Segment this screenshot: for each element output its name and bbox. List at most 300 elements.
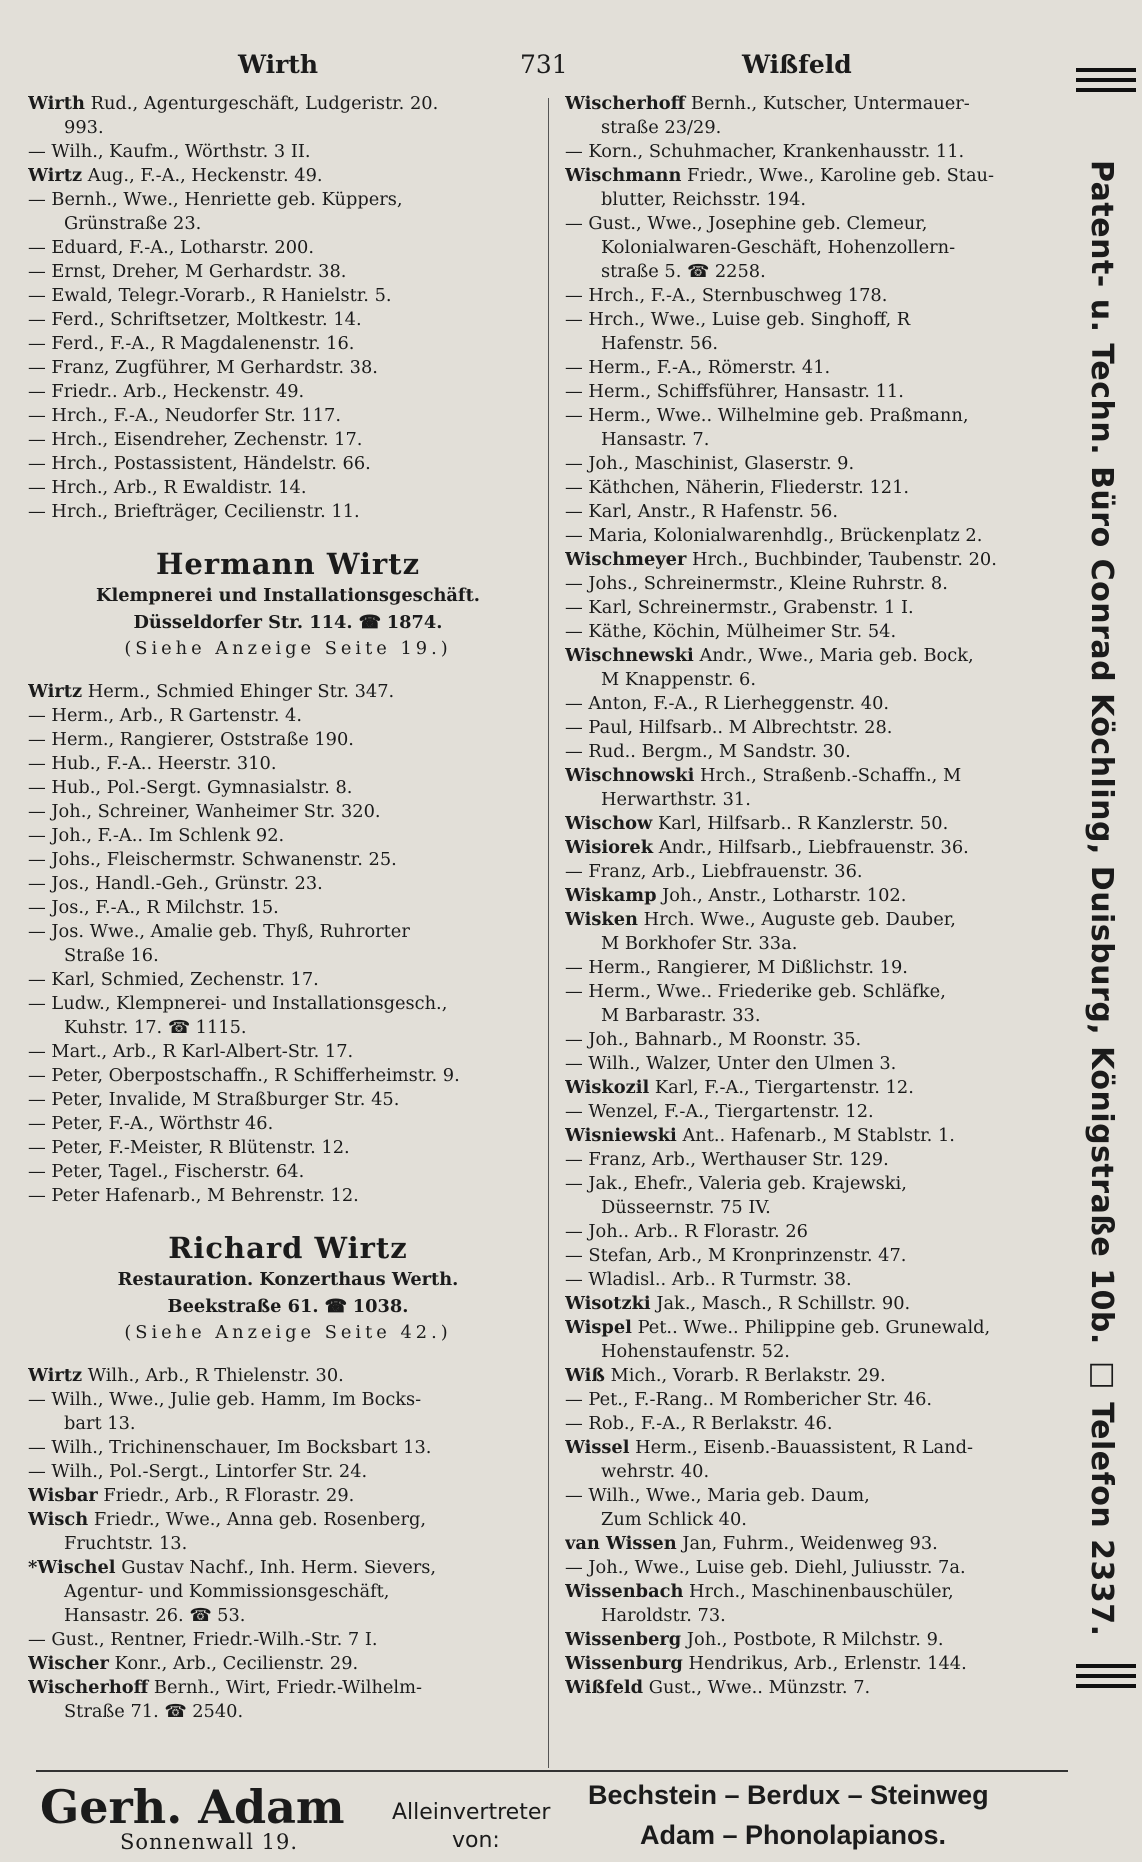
entry-text: Konr., Arb., Cecilienstr. 29. (114, 1653, 359, 1674)
directory-entry (565, 860, 1065, 884)
left-entries-1 (28, 92, 548, 524)
entry-text: Gustav Nachf., Inh. Herm. Sievers, (121, 1557, 437, 1578)
directory-entry (28, 1460, 548, 1484)
directory-entry (28, 992, 548, 1016)
entry-surname: Wirtz (28, 165, 83, 186)
entry-text: Straße 71. ☎ 2540. (64, 1701, 244, 1722)
entry-text: — Peter, F.-A., Wörthstr 46. (28, 1113, 274, 1134)
entry-text: blutter, Reichsstr. 194. (601, 189, 807, 210)
directory-entry (28, 896, 548, 920)
entry-surname: Wischmann (565, 165, 682, 186)
entry-text: — Hub., F.-A.. Heerstr. 310. (28, 753, 277, 774)
directory-entry (565, 788, 1065, 812)
directory-entry (565, 284, 1065, 308)
entry-text: — Karl, Schmied, Zechenstr. 17. (28, 969, 319, 990)
directory-entry (565, 1268, 1065, 1292)
directory-entry (565, 1364, 1065, 1388)
entry-text: — Joh., Bahnarb., M Roonstr. 35. (565, 1029, 862, 1050)
advert-name: Hermann Wirtz (155, 547, 421, 581)
entry-text: — Wilh., Kaufm., Wörthstr. 3 II. (28, 141, 311, 162)
entry-text: — Gust., Wwe., Josephine geb. Clemeur, (565, 213, 928, 234)
entry-text: — Peter, Invalide, M Straßburger Str. 45. (28, 1089, 400, 1110)
directory-entry (28, 1184, 548, 1208)
directory-entry (28, 752, 548, 776)
entry-text: — Franz, Arb., Werthauser Str. 129. (565, 1149, 889, 1170)
entry-surname: Wisken (565, 909, 638, 930)
entry-text: Hohenstaufenstr. 52. (601, 1341, 790, 1362)
left-entries-3 (28, 1364, 548, 1724)
sidebar-rule (1076, 1684, 1136, 1688)
entry-text: — Joh., Maschinist, Glaserstr. 9. (565, 453, 855, 474)
sidebar-advert (1070, 68, 1142, 1768)
directory-entry (565, 356, 1065, 380)
entry-text: — Ernst, Dreher, M Gerhardstr. 38. (28, 261, 347, 282)
entry-text: M Borkhofer Str. 33a. (601, 933, 798, 954)
footer-piano-brands-2: Adam – Phonolapianos. (640, 1820, 947, 1850)
directory-entry (28, 1436, 548, 1460)
directory-entry (28, 1136, 548, 1160)
entry-text: Rud., Agenturgeschäft, Ludgeristr. 20. (90, 93, 439, 114)
footer-advert (0, 1770, 1142, 1862)
entry-text: — Hrch., Eisendreher, Zechenstr. 17. (28, 429, 363, 450)
entry-text: — Korn., Schuhmacher, Krankenhausstr. 11. (565, 141, 965, 162)
entry-text: — Rud.. Bergm., M Sandstr. 30. (565, 741, 851, 762)
footer-sole-agent: Alleinvertreter (392, 1800, 551, 1825)
footer-von: von: (452, 1828, 500, 1853)
entry-text: — Ludw., Klempnerei- und Installationsgesch., (28, 993, 448, 1014)
entry-text: Haroldstr. 73. (601, 1605, 726, 1626)
advert-richard-wirtz (28, 1230, 548, 1346)
directory-entry (28, 500, 548, 524)
advert-line: Restauration. Konzerthaus Werth. (117, 1269, 459, 1290)
entry-text: Joh., Anstr., Lotharstr. 102. (662, 885, 907, 906)
entry-surname: Wisch (28, 1509, 89, 1530)
directory-entry (28, 140, 548, 164)
footer-brand: Gerh. Adam (40, 1780, 345, 1834)
directory-entry (565, 1004, 1065, 1028)
entry-text: Bernh., Kutscher, Untermauer- (690, 93, 970, 114)
directory-entry (565, 1652, 1065, 1676)
entry-text: — Ewald, Telegr.-Vorarb., R Hanielstr. 5. (28, 285, 392, 306)
entry-surname: Wischnowski (565, 765, 695, 786)
entry-text: — Joh.. Arb.. R Florastr. 26 (565, 1221, 808, 1242)
directory-entry (28, 1112, 548, 1136)
entry-text: Hendrikus, Arb., Erlenstr. 144. (688, 1653, 967, 1674)
directory-entry (28, 284, 548, 308)
directory-entry (565, 668, 1065, 692)
directory-entry (565, 164, 1065, 188)
advert-name: Richard Wirtz (168, 1231, 408, 1265)
entry-text: — Herm., Wwe.. Friederike geb. Schläfke, (565, 981, 946, 1002)
directory-entry (565, 1148, 1065, 1172)
advert-line: Klempnerei und Installationsgeschäft. (96, 585, 480, 606)
directory-entry (565, 812, 1065, 836)
entry-text: — Karl, Schreinermstr., Grabenstr. 1 I. (565, 597, 914, 618)
directory-entry (565, 1556, 1065, 1580)
entry-surname: Wiß (565, 1365, 605, 1386)
entry-text: — Herm., Schiffsführer, Hansastr. 11. (565, 381, 904, 402)
entry-text: — Hub., Pol.-Sergt. Gymnasialstr. 8. (28, 777, 353, 798)
directory-entry (565, 308, 1065, 332)
directory-entry (28, 1364, 548, 1388)
entry-surname: Wisiorek (565, 837, 654, 858)
entry-surname: Wissenberg (565, 1629, 682, 1650)
entry-text: — Friedr.. Arb., Heckenstr. 49. (28, 381, 305, 402)
telephone-icon: ☎ (358, 612, 381, 633)
directory-entry (565, 1604, 1065, 1628)
entry-text: — Wilh., Pol.-Sergt., Lintorfer Str. 24. (28, 1461, 368, 1482)
entry-text: Kuhstr. 17. ☎ 1115. (64, 1017, 247, 1038)
entry-text: Andr., Hilfsarb., Liebfrauenstr. 36. (658, 837, 969, 858)
directory-entry (565, 1292, 1065, 1316)
entry-text: Düsseernstr. 75 IV. (601, 1197, 771, 1218)
entry-text: — Wenzel, F.-A., Tiergartenstr. 12. (565, 1101, 874, 1122)
directory-entry (28, 380, 548, 404)
entry-text: — Johs., Schreinermstr., Kleine Ruhrstr. 8. (565, 573, 948, 594)
advert-hermann-wirtz (28, 546, 548, 662)
entry-surname: Wissenbach (565, 1581, 684, 1602)
directory-entry (565, 956, 1065, 980)
entry-text: bart 13. (64, 1413, 136, 1434)
directory-entry (565, 1628, 1065, 1652)
entry-text: Jak., Masch., R Schillstr. 90. (656, 1293, 911, 1314)
entry-text: — Ferd., Schriftsetzer, Moltkestr. 14. (28, 309, 362, 330)
directory-entry (28, 1628, 548, 1652)
directory-entry (565, 1052, 1065, 1076)
entry-text: Andr., Wwe., Maria geb. Bock, (699, 645, 974, 666)
entry-text: Herm., Eisenb.-Bauassistent, R Land- (635, 1437, 973, 1458)
directory-entry (28, 1412, 548, 1436)
sidebar-rule (1076, 1674, 1136, 1678)
entry-surname: Wißfeld (565, 1677, 644, 1698)
entry-text: — Eduard, F.-A., Lotharstr. 200. (28, 237, 314, 258)
directory-entry (565, 140, 1065, 164)
directory-entry (565, 1028, 1065, 1052)
directory-entry (565, 716, 1065, 740)
directory-entry (565, 572, 1065, 596)
directory-entry (565, 380, 1065, 404)
directory-entry (28, 1700, 548, 1724)
sidebar-text: Patent- u. Techn. Büro Conrad Köchling, Duisburg, Königstraße 10b. □ Telefon 2337. (1084, 160, 1119, 1637)
directory-entry (565, 92, 1065, 116)
entry-text: M Barbarastr. 33. (601, 1005, 761, 1026)
footer-rule (36, 1770, 1068, 1772)
directory-entry (28, 260, 548, 284)
entry-text: Aug., F.-A., Heckenstr. 49. (87, 165, 323, 186)
telephone-icon: ☎ (324, 1296, 347, 1317)
advert-line (28, 1293, 548, 1320)
entry-text: — Wilh., Trichinenschauer, Im Bocksbart 13. (28, 1437, 432, 1458)
directory-entry (565, 1532, 1065, 1556)
entry-text: — Anton, F.-A., R Lierheggenstr. 40. (565, 693, 890, 714)
entry-text: Fruchtstr. 13. (64, 1533, 188, 1554)
entry-text: — Hrch., Briefträger, Cecilienstr. 11. (28, 501, 360, 522)
directory-entry (28, 404, 548, 428)
entry-text: — Peter, Tagel., Fischerstr. 64. (28, 1161, 305, 1182)
advert-see-note: (Siehe Anzeige Seite 19.) (124, 638, 452, 659)
sidebar-rule (1076, 1664, 1136, 1668)
entry-text: — Jos., F.-A., R Milchstr. 15. (28, 897, 279, 918)
directory-entry (565, 932, 1065, 956)
entry-text: straße 23/29. (601, 117, 722, 138)
entry-surname: Wiskamp (565, 885, 657, 906)
entry-text: Hrch., Maschinenbauschüler, (689, 1581, 954, 1602)
directory-entry (28, 872, 548, 896)
directory-entry (28, 308, 548, 332)
directory-entry (565, 908, 1065, 932)
entry-surname: van Wissen (565, 1533, 677, 1554)
directory-entry (565, 428, 1065, 452)
entry-surname: Wischmeyer (565, 549, 687, 570)
entry-text: Herm., Schmied Ehinger Str. 347. (87, 681, 395, 702)
directory-entry (565, 836, 1065, 860)
entry-text: Grünstraße 23. (64, 213, 202, 234)
sidebar-rule (1076, 68, 1136, 72)
directory-entry (28, 92, 548, 116)
entry-text: — Stefan, Arb., M Kronprinzenstr. 47. (565, 1245, 907, 1266)
entry-surname: Wirtz (28, 1365, 83, 1386)
directory-entry (565, 212, 1065, 236)
entry-text: — Hrch., Postassistent, Händelstr. 66. (28, 453, 371, 474)
directory-entry (565, 596, 1065, 620)
entry-text: — Joh., F.-A.. Im Schlenk 92. (28, 825, 285, 846)
header-right-keyword: Wißfeld (742, 50, 852, 79)
entry-text: Agentur- und Kommissionsgeschäft, (64, 1581, 390, 1602)
entry-surname: Wispel (565, 1317, 632, 1338)
entry-text: Friedr., Arb., R Florastr. 29. (103, 1485, 355, 1506)
entry-text: — Maria, Kolonialwarenhdlg., Brückenplatz 2. (565, 525, 983, 546)
directory-entry (28, 236, 548, 260)
directory-entry (28, 332, 548, 356)
entry-text: Bernh., Wirt, Friedr.-Wilhelm- (153, 1677, 422, 1698)
entry-text: Karl, Hilfsarb.. R Kanzlerstr. 50. (658, 813, 949, 834)
entry-surname: *Wischel (28, 1557, 116, 1578)
entry-text: Karl, F.-A., Tiergartenstr. 12. (654, 1077, 914, 1098)
entry-text: — Wladisl.. Arb.. R Turmstr. 38. (565, 1269, 852, 1290)
directory-entry (565, 188, 1065, 212)
directory-entry (565, 764, 1065, 788)
directory-entry (28, 704, 548, 728)
entry-text: — Käthe, Köchin, Mülheimer Str. 54. (565, 621, 897, 642)
entry-text: Kolonialwaren-Geschäft, Hohenzollern- (601, 237, 956, 258)
entry-surname: Wischerhoff (28, 1677, 149, 1698)
entry-text: Hrch., Buchbinder, Taubenstr. 20. (691, 549, 997, 570)
entry-text: — Rob., F.-A., R Berlakstr. 46. (565, 1413, 833, 1434)
entry-text: Hrch. Wwe., Auguste geb. Dauber, (643, 909, 956, 930)
column-divider (548, 98, 549, 1768)
directory-entry (28, 1160, 548, 1184)
entry-surname: Wisbar (28, 1485, 98, 1506)
directory-entry (565, 1484, 1065, 1508)
entry-text: Friedr., Wwe., Anna geb. Rosenberg, (93, 1509, 426, 1530)
directory-entry (565, 332, 1065, 356)
entry-text: — Herm., Rangierer, M Dißlichstr. 19. (565, 957, 908, 978)
entry-surname: Wissel (565, 1437, 630, 1458)
directory-entry (565, 260, 1065, 284)
directory-entry (565, 452, 1065, 476)
entry-text: Pet.. Wwe.. Philippine geb. Grunewald, (637, 1317, 991, 1338)
entry-text: straße 5. ☎ 2258. (601, 261, 766, 282)
entry-text: Wilh., Arb., R Thielenstr. 30. (87, 1365, 344, 1386)
entry-surname: Wissenburg (565, 1653, 683, 1674)
entry-text: Hansastr. 7. (601, 429, 710, 450)
entry-text: — Herm., F.-A., Römerstr. 41. (565, 357, 831, 378)
directory-entry (28, 116, 548, 140)
entry-text: — Herm., Wwe.. Wilhelmine geb. Praßmann, (565, 405, 969, 426)
directory-entry (565, 1460, 1065, 1484)
directory-entry (565, 1196, 1065, 1220)
page-number: 731 (520, 50, 568, 79)
entry-text: — Wilh., Wwe., Maria geb. Daum, (565, 1485, 870, 1506)
entry-text: — Jos., Handl.-Geh., Grünstr. 23. (28, 873, 323, 894)
entry-text: Friedr., Wwe., Karoline geb. Stau- (687, 165, 995, 186)
directory-entry (565, 1676, 1065, 1700)
entry-text: — Bernh., Wwe., Henriette geb. Küppers, (28, 189, 403, 210)
directory-entry (28, 164, 548, 188)
directory-entry (28, 212, 548, 236)
entry-text: 993. (64, 117, 104, 138)
entry-text: — Ferd., F.-A., R Magdalenenstr. 16. (28, 333, 355, 354)
sidebar-rule (1076, 88, 1136, 92)
entry-text: — Johs., Fleischermstr. Schwanenstr. 25. (28, 849, 397, 870)
entry-surname: Wischnewski (565, 645, 694, 666)
entry-text: — Jak., Ehefr., Valeria geb. Krajewski, (565, 1173, 907, 1194)
directory-entry (28, 476, 548, 500)
entry-text: — Wilh., Wwe., Julie geb. Hamm, Im Bocks- (28, 1389, 422, 1410)
directory-entry (28, 920, 548, 944)
entry-text: — Wilh., Walzer, Unter den Ulmen 3. (565, 1053, 897, 1074)
advert-line (28, 609, 548, 636)
entry-text: — Mart., Arb., R Karl-Albert-Str. 17. (28, 1041, 354, 1062)
directory-entry (28, 1652, 548, 1676)
advert-address: Beekstraße 61. (167, 1296, 319, 1317)
entry-text: — Herm., Arb., R Gartenstr. 4. (28, 705, 303, 726)
directory-entry (28, 1040, 548, 1064)
entry-text: — Joh., Schreiner, Wanheimer Str. 320. (28, 801, 381, 822)
directory-entry (565, 1412, 1065, 1436)
directory-entry (28, 680, 548, 704)
entry-text: — Peter, F.-Meister, R Blütenstr. 12. (28, 1137, 350, 1158)
entry-text: — Pet., F.-Rang.. M Rombericher Str. 46. (565, 1389, 933, 1410)
entry-text: — Herm., Rangierer, Oststraße 190. (28, 729, 354, 750)
directory-entry (28, 824, 548, 848)
directory-entry (28, 1556, 548, 1580)
entry-surname: Wiskozil (565, 1077, 650, 1098)
advert-phone: 1874. (386, 612, 443, 633)
directory-entry (565, 476, 1065, 500)
directory-entry (565, 884, 1065, 908)
directory-entry (28, 1604, 548, 1628)
entry-surname: Wirtz (28, 681, 83, 702)
entry-text: — Peter Hafenarb., M Behrenstr. 12. (28, 1185, 359, 1206)
directory-entry (565, 1340, 1065, 1364)
entry-text: — Hrch., F.-A., Sternbuschweg 178. (565, 285, 888, 306)
directory-entry (28, 188, 548, 212)
entry-text: — Hrch., F.-A., Neudorfer Str. 117. (28, 405, 341, 426)
directory-entry (565, 548, 1065, 572)
directory-entry (565, 1316, 1065, 1340)
entry-text: Hansastr. 26. ☎ 53. (64, 1605, 246, 1626)
directory-entry (28, 776, 548, 800)
entry-text: M Knappenstr. 6. (601, 669, 757, 690)
directory-entry (565, 1124, 1065, 1148)
directory-entry (28, 1064, 548, 1088)
directory-entry (565, 236, 1065, 260)
advert-see-note: (Siehe Anzeige Seite 42.) (124, 1322, 452, 1343)
directory-entry (28, 1676, 548, 1700)
entry-surname: Wischer (28, 1653, 109, 1674)
entry-text: Gust., Wwe.. Münzstr. 7. (648, 1677, 871, 1698)
entry-text: — Franz, Zugführer, M Gerhardstr. 38. (28, 357, 378, 378)
directory-entry (565, 1436, 1065, 1460)
directory-entry (28, 944, 548, 968)
directory-entry (28, 1016, 548, 1040)
entry-text: Hrch., Straßenb.-Schaffn., M (700, 765, 962, 786)
directory-entry (28, 356, 548, 380)
entry-text: Herwarthstr. 31. (601, 789, 751, 810)
left-entries-2 (28, 680, 548, 1208)
directory-entry (565, 1388, 1065, 1412)
directory-entry (565, 1244, 1065, 1268)
entry-text: Ant.. Hafenarb., M Stablstr. 1. (682, 1125, 955, 1146)
directory-entry (28, 848, 548, 872)
entry-surname: Wischerhoff (565, 93, 686, 114)
directory-entry (565, 692, 1065, 716)
header-left-keyword: Wirth (238, 50, 319, 79)
directory-entry (28, 728, 548, 752)
left-column (28, 92, 548, 1724)
entry-surname: Wisniewski (565, 1125, 677, 1146)
directory-entry (565, 1076, 1065, 1100)
directory-entry (565, 524, 1065, 548)
footer-address: Sonnenwall 19. (120, 1830, 299, 1854)
directory-entry (565, 1100, 1065, 1124)
entry-text: Jan, Fuhrm., Weidenweg 93. (682, 1533, 938, 1554)
directory-entry (28, 1532, 548, 1556)
directory-entry (28, 428, 548, 452)
directory-entry (565, 500, 1065, 524)
entry-text: Joh., Postbote, R Milchstr. 9. (686, 1629, 944, 1650)
directory-entry (565, 644, 1065, 668)
entry-text: — Joh., Wwe., Luise geb. Diehl, Juliusstr. 7a. (565, 1557, 966, 1578)
entry-text: Hafenstr. 56. (601, 333, 719, 354)
sidebar-rule (1076, 78, 1136, 82)
directory-entry (28, 800, 548, 824)
directory-entry (28, 452, 548, 476)
entry-text: — Hrch., Arb., R Ewaldistr. 14. (28, 477, 307, 498)
entry-text: Mich., Vorarb. R Berlakstr. 29. (610, 1365, 886, 1386)
entry-text: wehrstr. 40. (601, 1461, 710, 1482)
directory-entry (565, 116, 1065, 140)
directory-entry (565, 980, 1065, 1004)
directory-entry (565, 1580, 1065, 1604)
entry-text: — Käthchen, Näherin, Fliederstr. 121. (565, 477, 910, 498)
entry-text: Zum Schlick 40. (601, 1509, 747, 1530)
directory-entry (28, 1088, 548, 1112)
entry-text: — Peter, Oberpostschaffn., R Schifferheimstr. 9. (28, 1065, 460, 1086)
directory-entry (565, 1220, 1065, 1244)
directory-entry (565, 620, 1065, 644)
entry-text: — Paul, Hilfsarb.. M Albrechtstr. 28. (565, 717, 893, 738)
directory-entry (565, 404, 1065, 428)
directory-entry (565, 740, 1065, 764)
entry-text: — Hrch., Wwe., Luise geb. Singhoff, R (565, 309, 911, 330)
directory-entry (28, 1484, 548, 1508)
directory-entry (28, 1580, 548, 1604)
directory-entry (28, 968, 548, 992)
entry-surname: Wischow (565, 813, 653, 834)
right-column (565, 92, 1065, 1700)
